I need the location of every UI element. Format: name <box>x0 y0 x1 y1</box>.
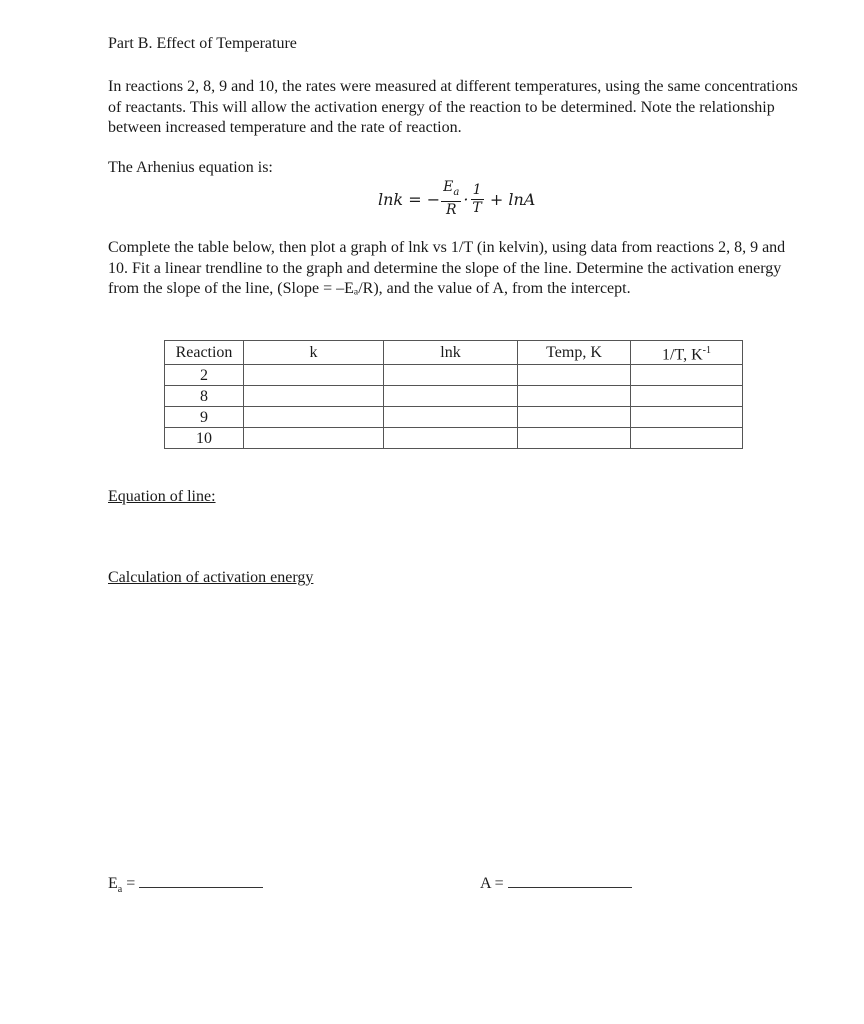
reaction-cell: 8 <box>165 386 244 407</box>
header-reaction: Reaction <box>165 341 244 365</box>
a-answer-blank[interactable] <box>508 875 632 888</box>
header-lnk: lnk <box>384 341 518 365</box>
inverse-temp-input-cell[interactable] <box>631 428 743 449</box>
lnk-input-cell[interactable] <box>384 428 518 449</box>
ea-answer-line <box>108 875 263 895</box>
header-temp: Temp, K <box>518 341 631 365</box>
equation-of-line-label: Equation of line: <box>108 488 216 505</box>
header-inverse-temp-sup: -1 <box>702 345 711 356</box>
lnk-input-cell[interactable] <box>384 407 518 428</box>
section-heading: Part B. Effect of Temperature <box>108 35 297 52</box>
fraction-one-over-t <box>470 182 483 217</box>
arrhenius-label: The Arhenius equation is: <box>108 159 273 176</box>
table-row <box>165 365 743 386</box>
table-row <box>165 407 743 428</box>
multiply-dot: · <box>463 189 469 209</box>
k-input-cell[interactable] <box>244 407 384 428</box>
activation-energy-calc-label: Calculation of activation energy <box>108 569 314 586</box>
inverse-temp-input-cell[interactable] <box>631 407 743 428</box>
table-row <box>165 386 743 407</box>
k-input-cell[interactable] <box>244 365 384 386</box>
reaction-cell: 9 <box>165 407 244 428</box>
temp-input-cell[interactable] <box>518 428 631 449</box>
fraction-denominator-r: R <box>445 201 457 218</box>
fraction-numerator-sub: a <box>453 186 460 198</box>
lnk-input-cell[interactable] <box>384 386 518 407</box>
ea-answer-blank[interactable] <box>139 875 263 888</box>
ea-label: E <box>108 875 118 892</box>
reaction-cell: 10 <box>165 428 244 449</box>
a-answer-line <box>480 875 632 893</box>
equation-rhs: + lnA <box>484 189 536 209</box>
k-input-cell[interactable] <box>244 428 384 449</box>
ea-label-sub: a <box>117 884 123 896</box>
fraction-ea-over-r <box>441 179 461 219</box>
header-inverse-temp <box>631 341 743 365</box>
header-k: k <box>244 341 384 365</box>
temp-input-cell[interactable] <box>518 386 631 407</box>
temp-input-cell[interactable] <box>518 407 631 428</box>
arrhenius-equation <box>378 176 535 222</box>
a-label: A = <box>480 875 504 892</box>
table-header-row <box>165 341 743 365</box>
inverse-temp-input-cell[interactable] <box>631 386 743 407</box>
ea-equals: = <box>122 875 136 892</box>
fraction-denominator-t: T <box>472 199 482 216</box>
fraction-numerator-one: 1 <box>472 181 482 198</box>
equation-lhs: lnk = − <box>378 189 441 209</box>
temp-input-cell[interactable] <box>518 365 631 386</box>
lnk-input-cell[interactable] <box>384 365 518 386</box>
fraction-numerator-e: E <box>443 179 454 196</box>
k-input-cell[interactable] <box>244 386 384 407</box>
data-table <box>164 340 743 449</box>
reaction-cell: 2 <box>165 365 244 386</box>
header-inverse-temp-label: 1/T, K <box>662 346 703 364</box>
table-row <box>165 428 743 449</box>
intro-paragraph: In reactions 2, 8, 9 and 10, the rates were measured at different temperatures, using the same concentrations of reactants. This will allow the activation energy of the reaction to be determined. Note the relationship between increased temperature and the rate of reaction. <box>108 78 798 136</box>
instructions-paragraph: Complete the table below, then plot a graph of lnk vs 1/T (in kelvin), using data from reactions 2, 8, 9 and 10. Fit a linear trendline to the graph and determine the slope of the line. Determine the activation energy from the slope of the line, (Slope = –Eₐ/R), and the value of A, from the intercept. <box>108 239 786 297</box>
inverse-temp-input-cell[interactable] <box>631 365 743 386</box>
